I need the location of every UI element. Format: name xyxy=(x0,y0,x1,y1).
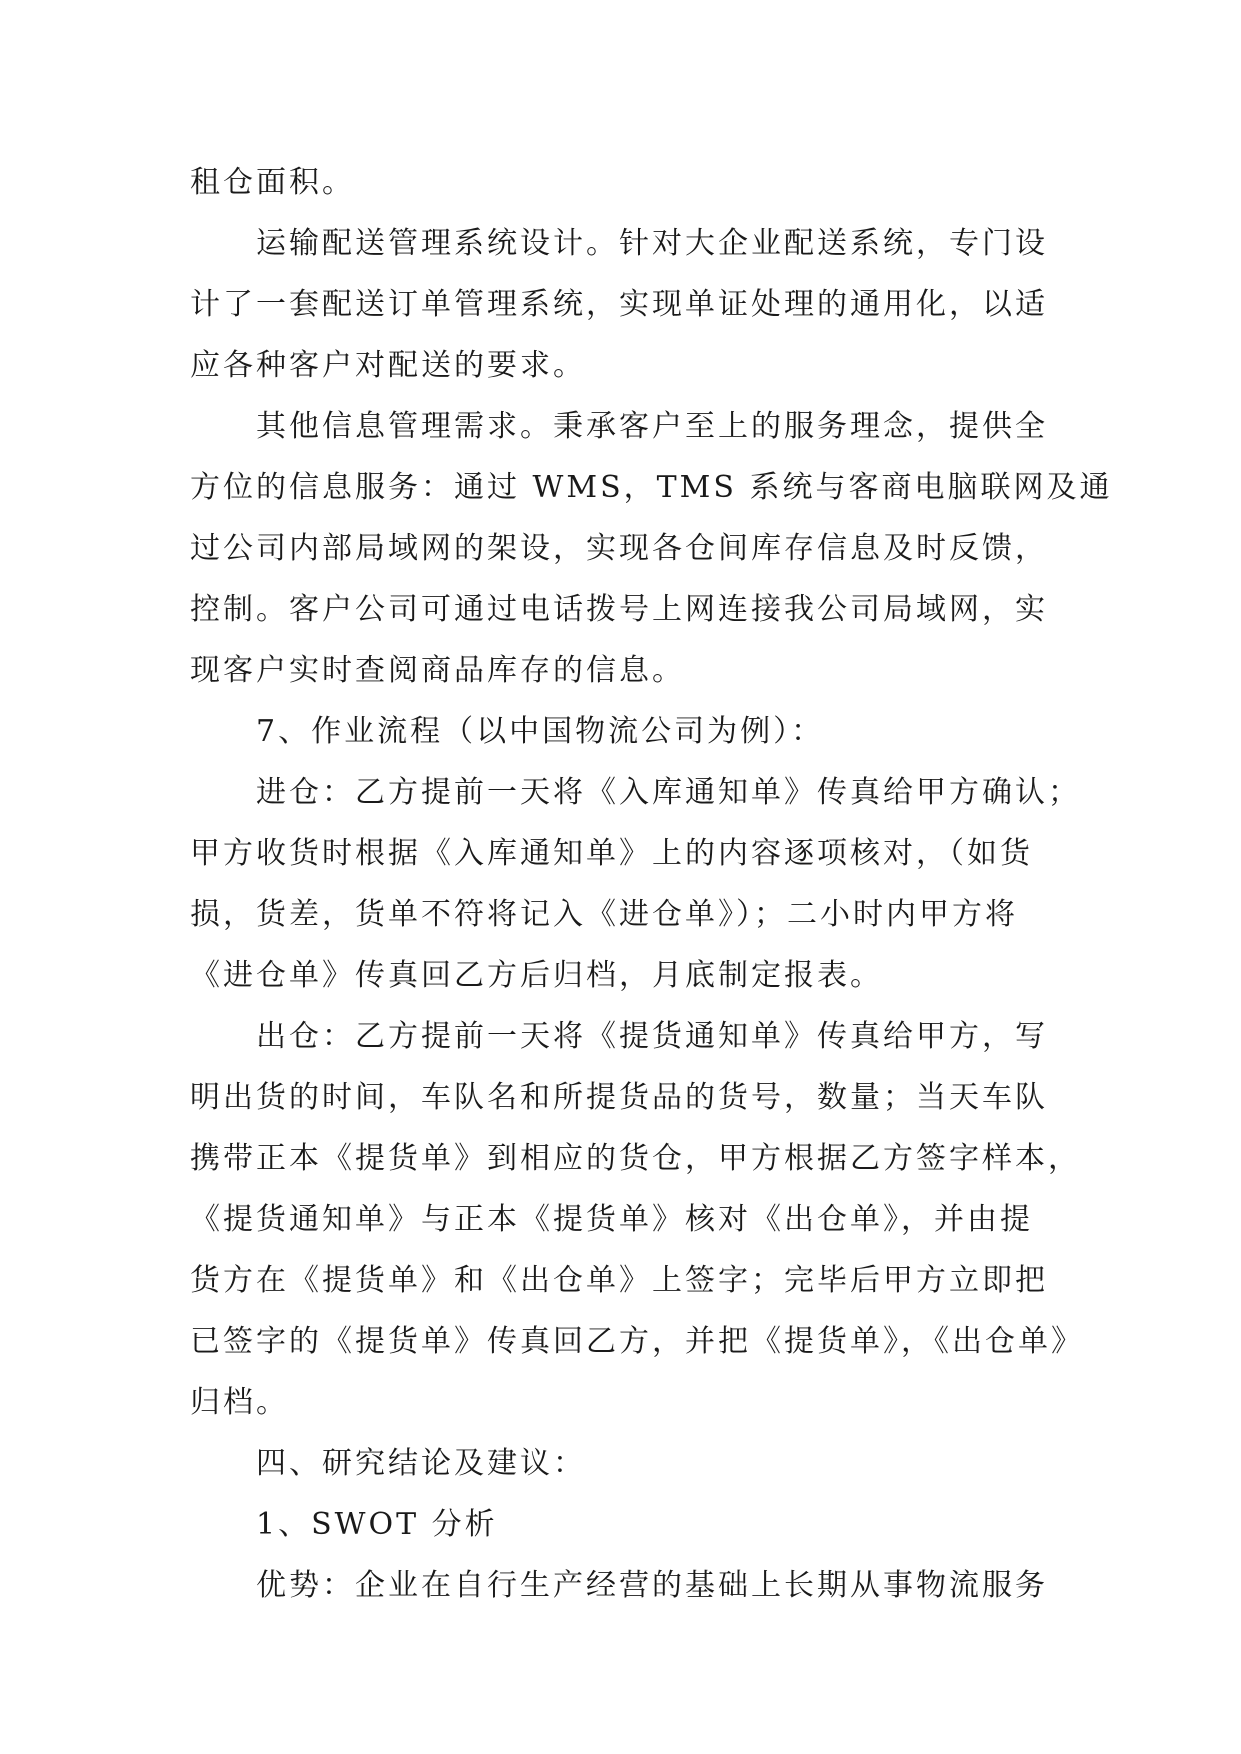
text-line: 租仓面积。 xyxy=(190,165,355,200)
text-line: 出仓：乙方提前一天将《提货通知单》传真给甲方，写 xyxy=(256,1019,1048,1054)
text-line: 应各种客户对配送的要求。 xyxy=(190,348,586,383)
text-line: 计了一套配送订单管理系统，实现单证处理的通用化，以适 xyxy=(190,287,1048,322)
text-line: 明出货的时间，车队名和所提货品的货号，数量；当天车队 xyxy=(190,1080,1048,1115)
text-line: 携带正本《提货单》到相应的货仓，甲方根据乙方签字样本， xyxy=(190,1141,1081,1176)
text-line: 进仓：乙方提前一天将《入库通知单》传真给甲方确认； xyxy=(256,775,1081,810)
text-line: 控制。客户公司可通过电话拨号上网连接我公司局域网，实 xyxy=(190,592,1048,627)
text-line: 7、作业流程（以中国物流公司为例）： xyxy=(256,714,825,749)
text-line: 《提货通知单》与正本《提货单》核对《出仓单》，并由提 xyxy=(190,1202,1033,1237)
text-line: 归档。 xyxy=(190,1385,289,1420)
text-line: 现客户实时查阅商品库存的信息。 xyxy=(190,653,685,688)
text-line: 其他信息管理需求。秉承客户至上的服务理念，提供全 xyxy=(256,409,1048,444)
text-line: 甲方收货时根据《入库通知单》上的内容逐项核对，（如货 xyxy=(190,836,1033,871)
text-line: 优势：企业在自行生产经营的基础上长期从事物流服务 xyxy=(256,1568,1048,1603)
text-line: 1、SWOT 分析 xyxy=(256,1507,498,1542)
text-line: 《进仓单》传真回乙方后归档，月底制定报表。 xyxy=(190,958,883,993)
text-line: 四、研究结论及建议： xyxy=(256,1446,586,1481)
text-line: 运输配送管理系统设计。针对大企业配送系统，专门设 xyxy=(256,226,1048,261)
text-line: 已签字的《提货单》传真回乙方，并把《提货单》，《出仓单》 xyxy=(190,1324,1084,1359)
body-text xyxy=(190,152,1113,1616)
text-line: 货方在《提货单》和《出仓单》上签字；完毕后甲方立即把 xyxy=(190,1263,1048,1298)
text-line: 过公司内部局域网的架设，实现各仓间库存信息及时反馈， xyxy=(190,531,1048,566)
text-line: 损，货差，货单不符将记入《进仓单》）；二小时内甲方将 xyxy=(190,897,1018,932)
text-line: 方位的信息服务：通过 WMS，TMS 系统与客商电脑联网及通 xyxy=(190,470,1113,505)
